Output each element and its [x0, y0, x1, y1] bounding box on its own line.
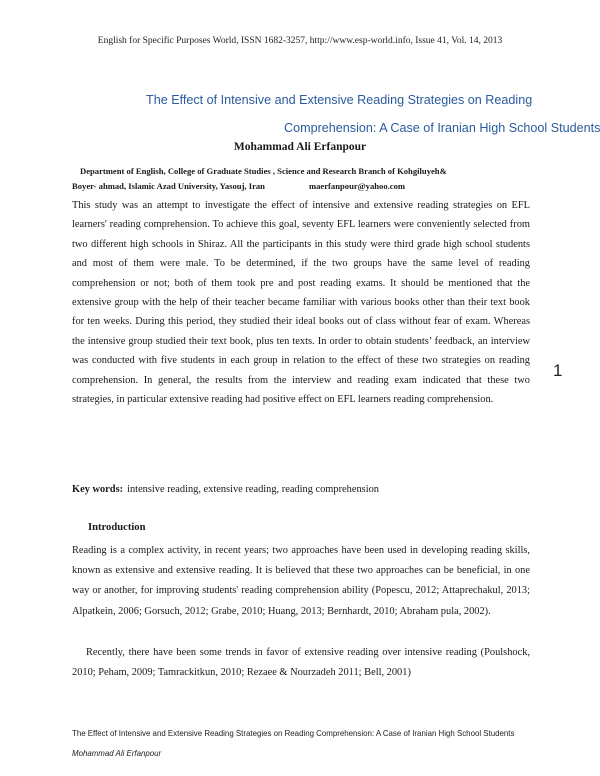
introduction-paragraph-2: Recently, there have been some trends in favor of extensive reading over intensive reading (Poulshock, 2010; Peham, 2009; Tamrackitkun, 2010; Rezaee & Nourzadeh 2011; Bell, 2001): [72, 647, 530, 679]
author-name: Mohammad Ali Erfanpour: [233, 141, 367, 153]
footer-title: The Effect of Intensive and Extensive Reading Strategies on Reading Comprehension: A Case of Iranian High School Students: [72, 729, 515, 738]
page-number: 1: [553, 361, 563, 380]
keywords-line: [72, 484, 379, 495]
author-email: maerfanpour@yahoo.com: [308, 181, 406, 191]
running-header: English for Specific Purposes World, ISSN 1682-3257, http://www.esp-world.info, Issue 41, Vol. 14, 2013: [97, 36, 503, 46]
introduction-heading: Introduction: [88, 522, 146, 533]
abstract-paragraph: This study was an attempt to investigate the effect of intensive and extensive reading strategies on EFL learners' reading comprehension. To achieve this goal, seventy EFL learners were conveniently selected from two different high schools in Shiraz. All the participants in this study were third grade high school students and most of them were male. To be determined, if the two groups have the same level of reading comprehension or not; both of them took pre and post reading exams. It should be mentioned that the extensive group with the help of their teacher became familiar with various books other than their text book for ten weeks. During this period, they studied their ideal books out of class without fear of exam. Whereas the intensive group studied their text book, plus ten texts. In order to obtain students’ feedback, an interview was conducted with five students in each group in relation to the effect of these two strategies on reading comprehension. In general, the results from the interview and reading exam indicated that these two strategies, in particular extensive reading had positive effect on EFL learners reading comprehension.: [72, 200, 530, 406]
affiliation-institution: Boyer- ahmad, Islamic Azad University, Yasouj, Iran: [72, 181, 265, 191]
introduction-paragraph-1: Reading is a complex activity, in recent years; two approaches have been used in developing reading skills, known as extensive and extensive reading. It is believed that these two approaches can be beneficial, in one way or another, for improving students' reading comprehension ability (Popescu, 2012; Attaprechakul, 2013; Alpatkein, 2006; Gorsuch, 2012; Grabe, 2010; Huang, 2013; Bernhardt, 2010; Abraham pula, 2002).: [72, 545, 530, 617]
keywords-text: intensive reading, extensive reading, reading comprehension: [127, 484, 379, 495]
affiliation-line-1: Department of English, College of Graduate Studies , Science and Research Branch of Kohgiluyeh&: [80, 166, 447, 176]
paper-title-line-2: Comprehension: A Case of Iranian High School Students: [284, 121, 600, 135]
keywords-label: Key words:: [72, 484, 124, 495]
paper-title-line-1: The Effect of Intensive and Extensive Reading Strategies on Reading: [146, 93, 533, 107]
affiliation-line-2: [72, 181, 405, 191]
footer-author: Mohammad Ali Erfanpour: [72, 749, 162, 758]
